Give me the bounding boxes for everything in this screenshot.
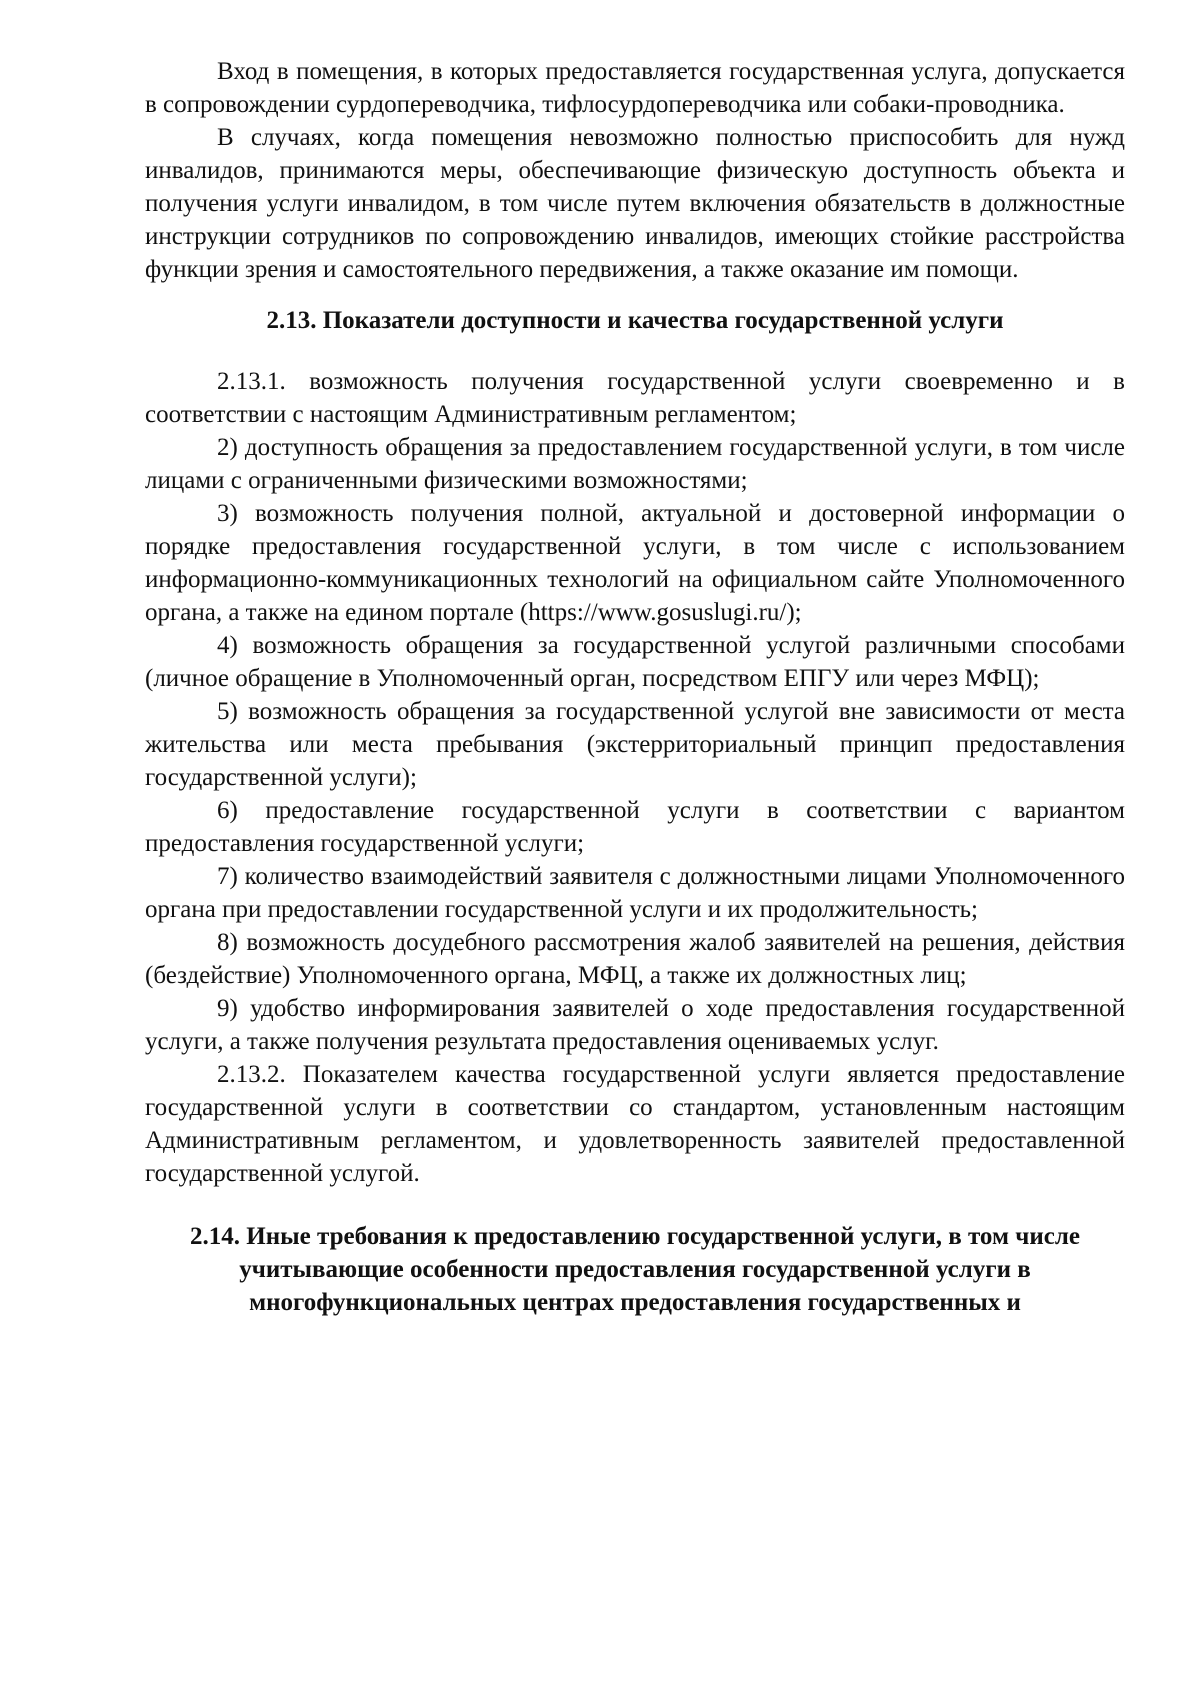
- intro-paragraph-1: Вход в помещения, в которых предоставляется государственная услуга, допускается в сопровождении сурдопереводчика, тифлосурдопереводчика или собаки-проводника.: [145, 58, 1125, 118]
- section-2-13-item-9: 9) удобство информирования заявителей о ходе предоставления государственной услуги, а также получения результата предоставления оцениваемых услуг.: [145, 995, 1125, 1055]
- section-2-13-item-7: 7) количество взаимодействий заявителя с должностными лицами Уполномоченного органа при предоставлении государственной услуги и их продолжительность;: [145, 863, 1125, 923]
- document-content: [145, 55, 1125, 1319]
- section-2-13-title: 2.13. Показатели доступности и качества государственной услуги: [266, 307, 1004, 334]
- section-2-13-item-4: 4) возможность обращения за государственной услугой различными способами (личное обращение в Уполномоченный орган, посредством ЕПГУ или через МФЦ);: [145, 632, 1125, 692]
- section-2-13-item-10: 2.13.2. Показателем качества государственной услуги является предоставление государственной услуги в соответствии со стандартом, установленным настоящим Административным регламентом, и удовлетворенность заявителей предоставленной государственной услугой.: [145, 1061, 1125, 1187]
- intro-paragraph-2: В случаях, когда помещения невозможно полностью приспособить для нужд инвалидов, принимаются меры, обеспечивающие физическую доступность объекта и получения услуги инвалидом, в том числе путем включения обязательств в должностные инструкции сотрудников по сопровождению инвалидов, имеющих стойкие расстройства функции зрения и самостоятельного передвижения, а также оказание им помощи.: [145, 124, 1125, 283]
- section-2-13-item-8: 8) возможность досудебного рассмотрения жалоб заявителей на решения, действия (бездействие) Уполномоченного органа, МФЦ, а также их должностных лиц;: [145, 929, 1125, 989]
- section-2-13-item-3: 3) возможность получения полной, актуальной и достоверной информации о порядке предоставления государственной услуги, в том числе с использованием информационно-коммуникационных технологий на официальном сайте Уполномоченного органа, а также на едином портале (https://www.gosuslugi.ru/);: [145, 500, 1125, 626]
- section-2-13-item-2: 2) доступность обращения за предоставлением государственной услуги, в том числе лицами с ограниченными физическими возможностями;: [145, 434, 1125, 494]
- section-2-13-item-5: 5) возможность обращения за государственной услугой вне зависимости от места жительства или места пребывания (экстерриториальный принцип предоставления государственной услуги);: [145, 698, 1125, 791]
- section-2-14-title: 2.14. Иные требования к предоставлению государственной услуги, в том числе учитывающие особенности предоставления государственной услуги в многофункциональных центрах предоставления государственных и: [190, 1223, 1080, 1316]
- section-2-13-item-1: 2.13.1. возможность получения государственной услуги своевременно и в соответствии с настоящим Административным регламентом;: [145, 368, 1125, 428]
- section-2-13-item-6: 6) предоставление государственной услуги в соответствии с вариантом предоставления государственной услуги;: [145, 797, 1125, 857]
